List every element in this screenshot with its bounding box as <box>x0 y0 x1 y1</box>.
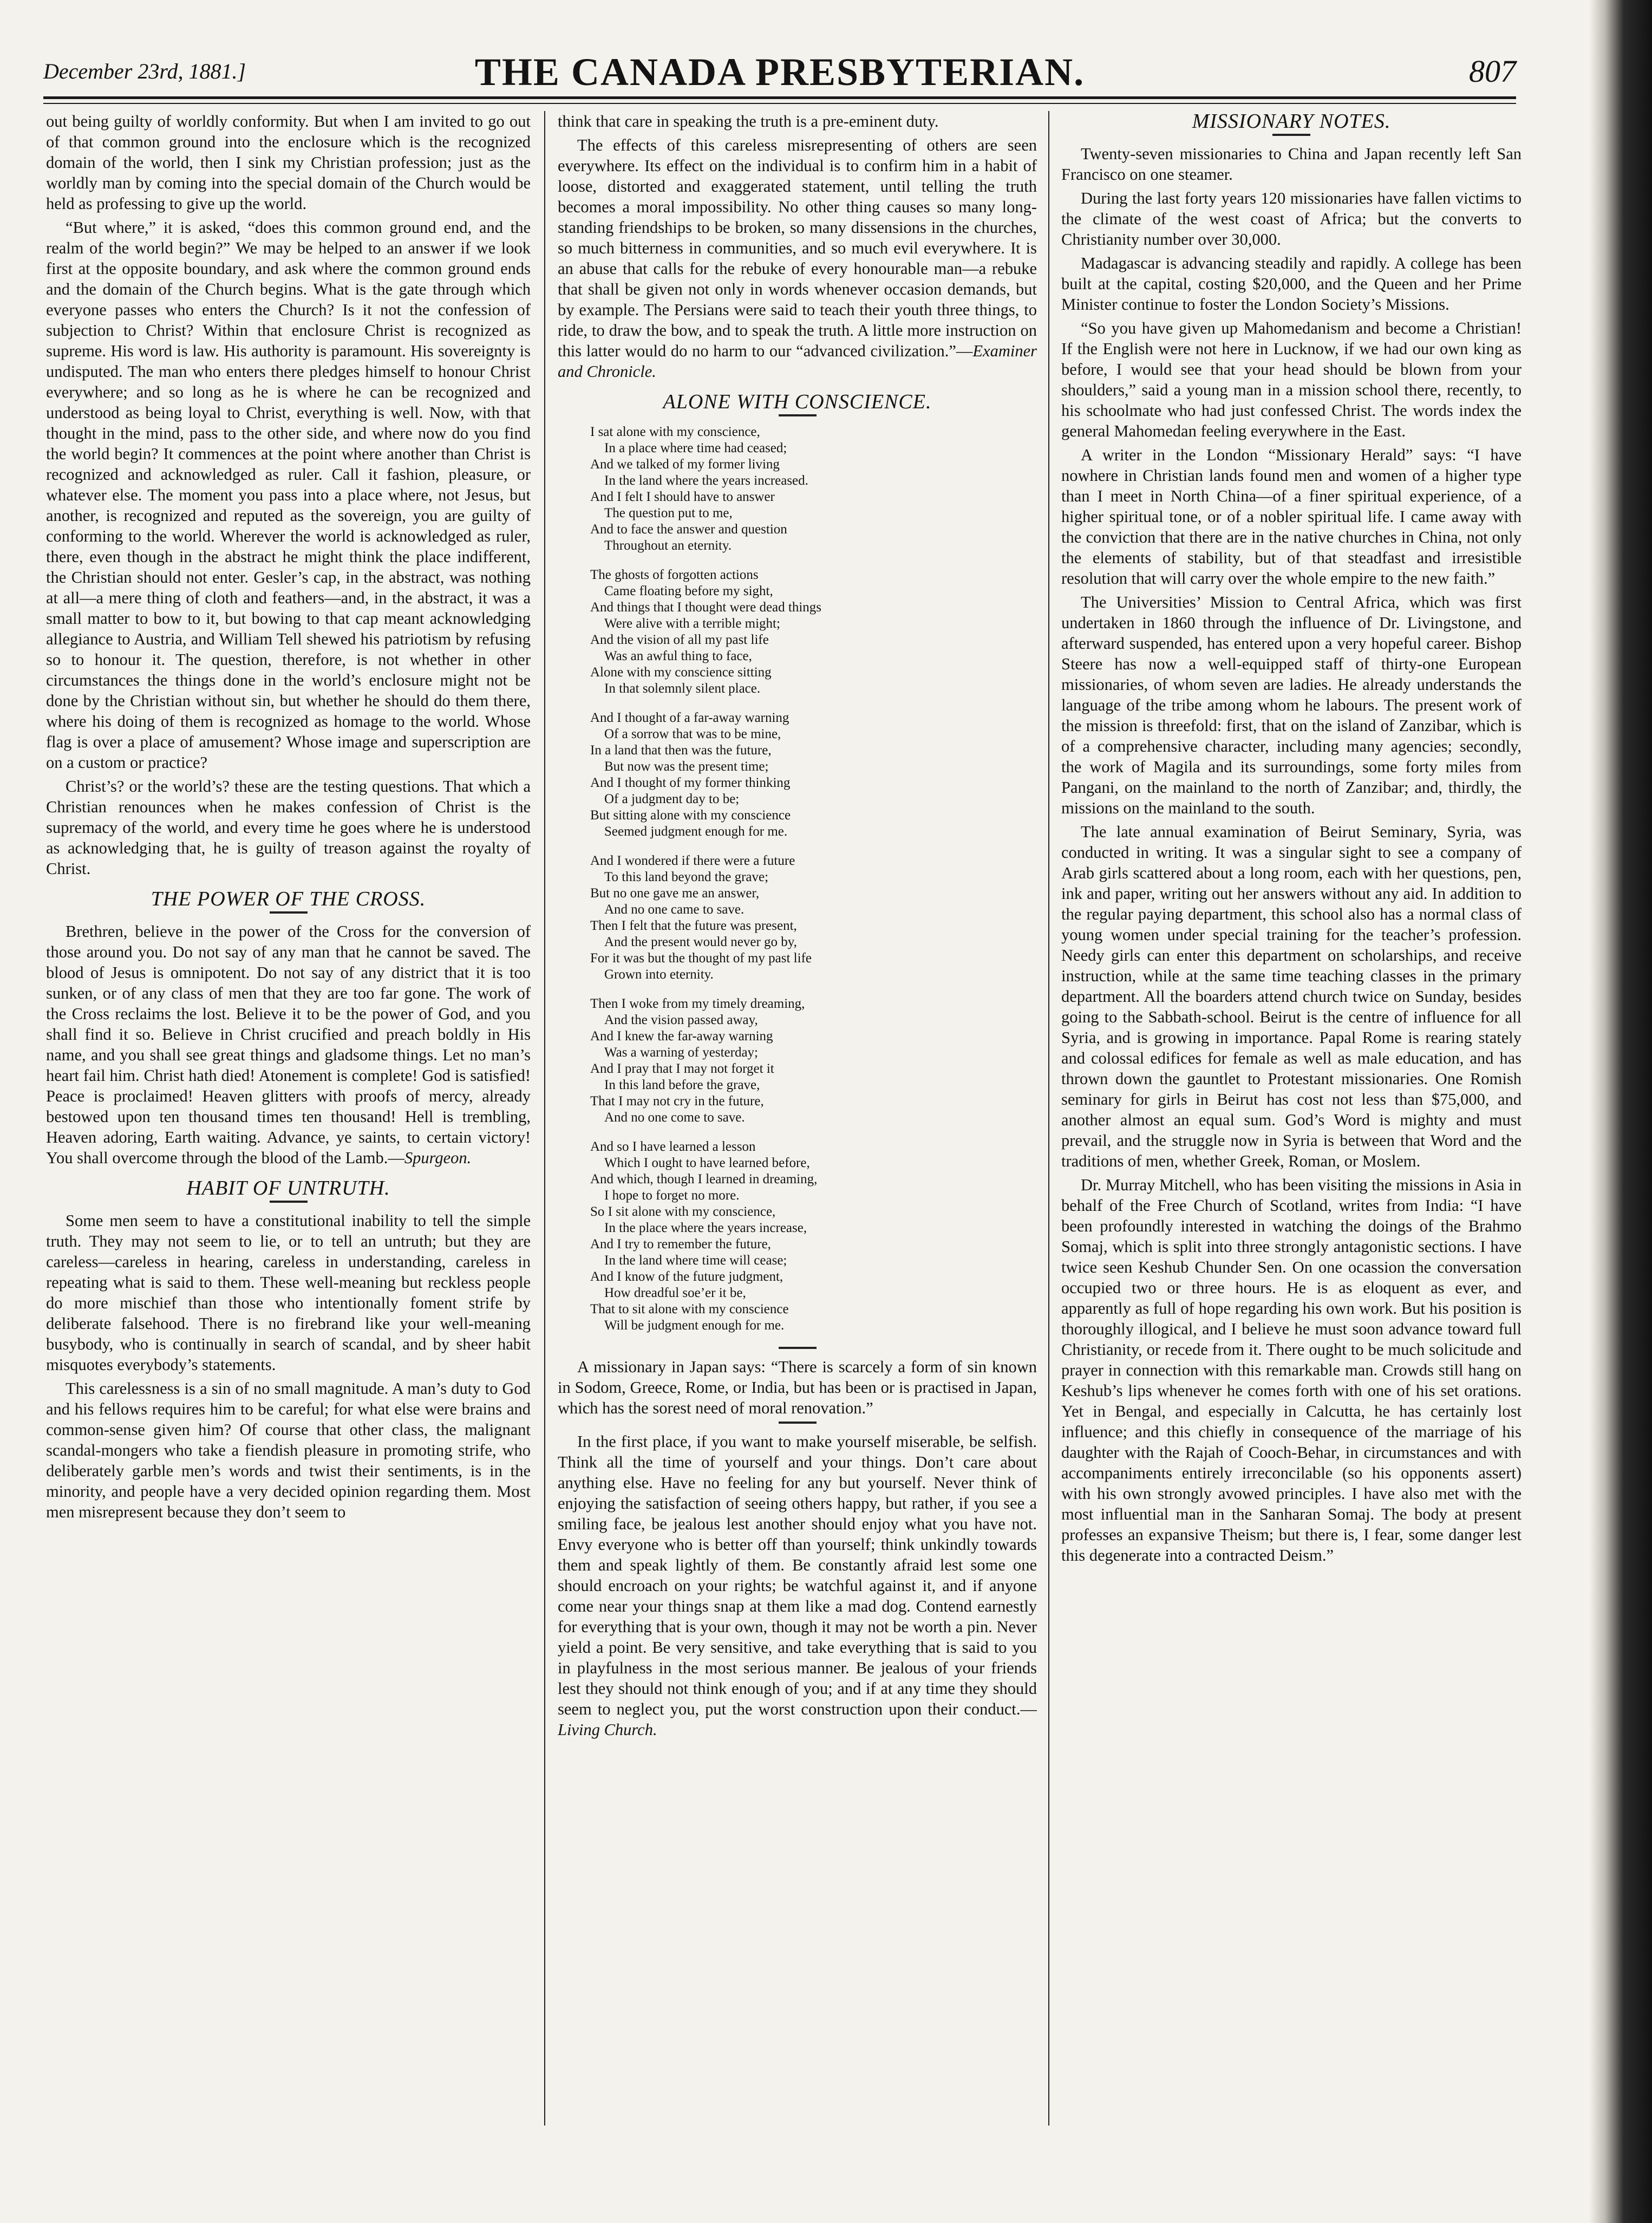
poem-stanza <box>590 710 1037 840</box>
title-dash <box>270 911 308 914</box>
poem-line: And I wondered if there were a future <box>590 853 795 868</box>
poem-title: ALONE WITH CONSCIENCE. <box>663 390 932 413</box>
poem-line: And things that I thought were dead things <box>590 600 822 615</box>
poem-line: The question put to me, <box>604 506 733 520</box>
poem-line: Grown into eternity. <box>604 967 714 982</box>
poem-line: How dreadful soe’er it be, <box>604 1286 746 1300</box>
article-text: In the first place, if you want to make yourself miserable, be selfish. Think all the time of yourself and your things. Don’t care about anything else. Have no feeling for any but yourself. Never think of enjoying the satisfaction of seeing others happy, but rather, if you see a smiling face, be jealous lest another should enjoy what you have not. Envy everyone who is better off than yourself; think unkindly towards them and speak lightly of them. Be constantly afraid lest some one should encroach on your rights; be watchful against it, and if anyone come near your things snap at them like a mad dog. Contend earnestly for everything that is your own, though it may not be worth a pin. Never yield a point. Be very sensitive, and take everything that is said to you in playfulness in the most serious manner. Be jealous of your friends lest they should not think enough of you; and if at any time they should seem to neglect you, put the worst construction upon their conduct.— <box>558 1432 1037 1718</box>
note: Madagascar is advancing steadily and rapidly. A college has been built at the capital, costing $20,000, and the Queen and her Prime Minister continue to foster the London Society’s Missions. <box>1061 254 1522 314</box>
poem-line: Of a sorrow that was to be mine, <box>604 727 781 741</box>
poem-line: But no one gave me an answer, <box>590 886 760 901</box>
poem-line: For it was but the thought of my past life <box>590 951 812 966</box>
paragraph <box>46 921 531 1168</box>
poem-line: In a land that then was the future, <box>590 743 772 758</box>
poem <box>590 424 1037 1334</box>
poem-line: And I try to remember the future, <box>590 1237 771 1251</box>
poem-line: Was an awful thing to face, <box>604 649 752 663</box>
poem-line: Then I felt that the future was present, <box>590 918 797 933</box>
title-dash <box>1272 134 1310 136</box>
note: During the last forty years 120 missionaries have fallen victims to the climate of the west coast of Africa; but the converts to Christianity number over 30,000. <box>1061 189 1522 249</box>
poem-line: To this land beyond the grave; <box>604 870 769 884</box>
poem-line: And which, though I learned in dreaming, <box>590 1172 818 1187</box>
poem-line: Was a warning of yesterday; <box>604 1045 758 1060</box>
note: Dr. Murray Mitchell, who has been visiting the missions in Asia in behalf of the Free Church of Scotland, writes from India: “I have been profoundly interested in watching the doings of the Brahmo Somaj, which is split into three strongly antagonistic sections. I have twice seen Keshub Chunder Sen. On one ocassion the conversation occupied two or three hours. He is as eloquent as ever, and apparently as full of hope regarding his own work. But his position is thoroughly illogical, and I believe he must soon advance toward full Christianity, or recede from it. There ought to be much solicitude and prayer in connection with this remarkable man. Crowds still hang on Keshub’s lips whenever he comes forth with one of his set orations. Yet in Bengal, and especially in Calcutta, he has certainly lost influence; and this chiefly in consequence of the marriage of his daughter with the Rajah of Cooch-Behar, in circumstances and with accompaniments entirely irreconcilable (so his opponents assert) with his own strongly avowed principles. I have also met with the most influential man in the Sanharan Somaj. The body at present professes an expansive Theism; but there is, I fear, some danger lest this degenerate into a contracted Deism.” <box>1061 1176 1522 1564</box>
poem-line: In a place where time had ceased; <box>604 441 787 455</box>
article-text: Brethren, believe in the power of the Cross for the conversion of those around you. Do not say of any man that he cannot be saved. The blood of Jesus is omnipotent. Do not say of any district that it is too sunken, or of any class of men that they are too far gone. The work of the Cross reclaims the lost. Believe it to be the power of God, and you shall find it so. Believe in Christ crucified and preach boldly in His name, and you shall see great things and gladsome things. Let no man’s heart fail him. Christ hath died! Atonement is complete! God is satisfied! Peace is proclaimed! Heaven glitters with proofs of mercy, already bestowed upon ten thousand times ten thousand! Hell is trembling, Heaven adoring, Earth waiting. Advance, ye saints, to certain victory! You shall overcome through the blood of the Lamb.— <box>46 922 531 1167</box>
paragraph: out being guilty of worldly conformity. But when I am invited to go out of that common ground into the enclosure which is the recognized domain of the world, then I sink my Christian profession; just as the worldly man by coming into the special domain of the Church would be held as professing to give up the world. <box>46 112 531 213</box>
paragraph <box>558 135 1037 382</box>
attribution: Living Church. <box>558 1720 657 1739</box>
note: The Universities’ Mission to Central Africa, which was first undertaken in 1860 through the influence of Dr. Livingstone, and afterward suspended, has entered upon a very hopeful career. Bishop Steere has now a well-equipped staff of thirty-one European missionaries, of whom seven are ladies. He already understands the language of the tribe among whom he labours. The present work of the mission is threefold: first, that on the island of Zanzibar, which is of a comprehensive character, including many agencies; secondly, the work of Magila and its surroundings, some forty miles from Pangani, on the mainland to the north of Zanzibar; and, thirdly, the missions on the mainland to the south. <box>1061 593 1522 817</box>
poem-stanza <box>590 567 1037 697</box>
poem-line: And no one come to save. <box>604 1110 745 1125</box>
poem-line: And I thought of a far-away warning <box>590 710 789 725</box>
poem-line: That to sit alone with my conscience <box>590 1302 789 1316</box>
poem-stanza <box>590 1139 1037 1334</box>
newspaper-title: THE CANADA PRESBYTERIAN. <box>474 50 1085 94</box>
poem-line: And so I have learned a lesson <box>590 1139 756 1154</box>
attribution: Spurgeon. <box>404 1149 472 1167</box>
poem-line: Of a judgment day to be; <box>604 792 740 806</box>
paragraph: Christ’s? or the world’s? these are the testing questions. That which a Christian renounces when he makes confession of Christ is the supremacy of the world, and every time he goes where he is understood as acknowledging that, he is guilty of treason against the royalty of Christ. <box>46 777 531 878</box>
poem-line: Were alive with a terrible might; <box>604 616 780 631</box>
section-title: MISSIONARY NOTES. <box>1192 111 1391 133</box>
poem-line: And I know of the future judgment, <box>590 1269 783 1284</box>
paragraph <box>558 1431 1037 1740</box>
article-title: THE POWER OF THE CROSS. <box>151 888 426 910</box>
page-number: 807 <box>1469 54 1516 89</box>
column-3 <box>1061 111 1522 2126</box>
article-title: HABIT OF UNTRUTH. <box>186 1177 390 1199</box>
note: The late annual examination of Beirut Seminary, Syria, was conducted in writing. It was a singular sight to see a company of Arab girls scattered about a long room, each with her questions, pen, ink and paper, writing out her answers without any aid. In addition to the regular paying department, this school also has a normal class of young women under special training for the teacher’s profession. Needy girls can enter this department on scholarships, and receive instruction, while at the same time teaching classes in the primary department. All the boarders attend church twice on Sunday, besides going to the Sabbath-school. Beirut is the centre of influence for all Syria, and is growing in importance. Papal Rome is rearing stately and colossal edifices for female as well as male education, and has thrown down the gauntlet to Protestant missionaries. One Romish seminary for girls in Beirut has cost not less than $75,000, and another almost an equal sum. God’s Word is mighty and must prevail, and the struggle now in Syria is between that Word and the traditions of men, whether Greek, Roman, or Moslem. <box>1061 823 1522 1170</box>
poem-line: Then I woke from my timely dreaming, <box>590 996 805 1011</box>
poem-line: I sat alone with my conscience, <box>590 425 760 439</box>
poem-line: Throughout an eternity. <box>604 538 732 553</box>
poem-line: Which I ought to have learned before, <box>604 1156 810 1170</box>
poem-line: So I sit alone with my conscience, <box>590 1204 776 1219</box>
poem-stanza <box>590 853 1037 983</box>
column-divider <box>1048 111 1049 2126</box>
paragraph: A missionary in Japan says: “There is scarcely a form of sin known in Sodom, Greece, Rome, or India, but has been or is practised in Japan, which has the sorest need of moral renovation.” <box>558 1358 1037 1417</box>
poem-stanza <box>590 424 1037 554</box>
poem-line: Seemed judgment enough for me. <box>604 824 788 839</box>
column-divider <box>544 111 545 2126</box>
poem-line: And the vision passed away, <box>604 1013 758 1027</box>
title-dash <box>779 414 817 416</box>
poem-stanza <box>590 996 1037 1126</box>
section-dash <box>779 1347 817 1349</box>
poem-line: And to face the answer and question <box>590 522 787 537</box>
poem-line: And no one came to save. <box>604 902 745 917</box>
poem-line: And I pray that I may not forget it <box>590 1061 774 1076</box>
poem-line: Came floating before my sight, <box>604 584 773 598</box>
poem-line: And I thought of my former thinking <box>590 775 791 790</box>
column-1 <box>46 111 531 2126</box>
poem-line: And I knew the far-away warning <box>590 1029 773 1044</box>
title-dash <box>270 1201 308 1203</box>
paragraph: This carelessness is a sin of no small magnitude. A man’s duty to God and his fellows requires him to be careful; for what else were brains and common-sense given him? Of course that other class, the malignant scandal-mongers who take a fiendish pleasure in promoting strife, who deliberately garble men’s words and twist their sentiments, is in the minority, and people have a very decided opinion regarding them. Most men misrepresent because they don’t seem to <box>46 1379 531 1521</box>
poem-line: In the land where the years increased. <box>604 473 808 488</box>
section-dash <box>779 1422 817 1424</box>
poem-line: And the vision of all my past life <box>590 633 769 647</box>
poem-line: And the present would never go by, <box>604 935 797 949</box>
scan-edge <box>1589 0 1652 2223</box>
poem-line: Alone with my conscience sitting <box>590 665 772 680</box>
poem-line: In this land before the grave, <box>604 1078 760 1092</box>
poem-line: In that solemnly silent place. <box>604 681 761 696</box>
poem-line: But sitting alone with my conscience <box>590 808 791 823</box>
header-rule-thin <box>43 103 1516 104</box>
poem-line: That I may not cry in the future, <box>590 1094 764 1109</box>
poem-line: In the place where the years increase, <box>604 1221 807 1235</box>
poem-line: And I felt I should have to answer <box>590 490 775 504</box>
paragraph: “But where,” it is asked, “does this common ground end, and the realm of the world begin?” We may be helped to an answer if we look first at the opposite boundary, and ask where the common ground ends and the domain of the Church begins. What is the gate through which everyone passes who enters the Church? Is it not the confession of subjection to Christ? Within that enclosure Christ is recognized as supreme. His word is law. His authority is paramount. His sovereignty is undisputed. The man who enters there pledges himself to honour Christ everywhere; and so long as he is where he can be recognized and understood as being loyal to Christ, everything is well. Now, with that thought in the mind, pass to the other side, and where now do you find the world begin? It commences at the point where another than Christ is recognized and acknowledged as ruler. Call it fashion, pleasure, or whatever else. The moment you pass into a place where, not Jesus, but another, is recognized and reputed as the sovereign, you are guilty of conforming to the world. Wherever the world is acknowledged as ruler, there, even though in the abstract he might think the place indifferent, the Christian should not enter. Gesler’s cap, in the abstract, was nothing at all—a mere thing of cloth and feathers—and, in the abstract, it was a small matter to bow to it, but bowing to that cap meant acknowledging allegiance to Austria, and William Tell shewed his patriotism by refusing so to honour it. The question, therefore, is not whether in other circumstances the things done in the world’s enclosure might not be done by the Christian without sin, but whether he should do them there, where his doing of them is recognized as homage to the world. Whose flag is over a place of amusement? Whose image and superscription are on a custom or practice? <box>46 218 531 772</box>
header-rule <box>43 96 1516 99</box>
issue-date: December 23rd, 1881.] <box>43 59 246 83</box>
column-2 <box>558 111 1037 2126</box>
poem-line: And we talked of my former living <box>590 457 780 472</box>
attribution: Examiner and Chronicle. <box>558 342 1037 381</box>
poem-line: Will be judgment enough for me. <box>604 1318 785 1333</box>
note: A writer in the London “Missionary Herald” says: “I have nowhere in Christian lands found men and women of a higher type than I meet in North China—of a finer spiritual experience, of a higher spiritual tone, or of a nobler spiritual life. I came away with the conviction that there are in the native churches in China, not only the elements of stability, but of that steadfast and irresistible resolution that will carry over the whole empire to the new faith.” <box>1061 446 1522 588</box>
poem-line: In the land where time will cease; <box>604 1253 787 1268</box>
poem-line: But now was the present time; <box>604 759 769 774</box>
paragraph: Some men seem to have a constitutional inability to tell the simple truth. They may not seem to lie, or to tell an untruth; but they are careless—careless in hearing, careless in understanding, careless in repeating what is said to them. These well-meaning but reckless people do more mischief than those who intentionally foment strife by deliberate falsehood. There is no firebrand like your well-meaning busybody, who is continually in search of scandal, and by sheer habit misquotes everybody’s statements. <box>46 1211 531 1374</box>
article-text: The effects of this careless misrepresenting of others are seen everywhere. Its effect on the individual is to confirm him in a habit of loose, distorted and exaggerated statement, until telling the truth becomes a moral impossibility. No other thing causes so many long-standing friendships to be broken, so many dissensions in the churches, so much bitterness in communities, and so much evil everywhere. It is an abuse that calls for the rebuke of every honourable man—a rebuke that shall be given not only in words whenever occasion demands, but by example. The Persians were said to teach their youth three things, to ride, to draw the bow, and to speak the truth. A little more instruction on this latter would do no harm to our “advanced civilization.”— <box>558 136 1037 360</box>
paragraph: think that care in speaking the truth is a pre-eminent duty. <box>558 112 939 131</box>
poem-line: The ghosts of forgotten actions <box>590 568 759 582</box>
note: “So you have given up Mahomedanism and become a Christian! If the English were not here in Lucknow, if we had our own king as before, I would see that your head should be blown from your shoulders,” said a young man in a mission school there, recently, to his schoolmate who had just confessed Christ. The words index the general Mahomedan feeling everywhere in the East. <box>1061 319 1522 440</box>
poem-line: I hope to forget no more. <box>604 1188 740 1203</box>
note: Twenty-seven missionaries to China and Japan recently left San Francisco on one steamer. <box>1061 145 1522 184</box>
